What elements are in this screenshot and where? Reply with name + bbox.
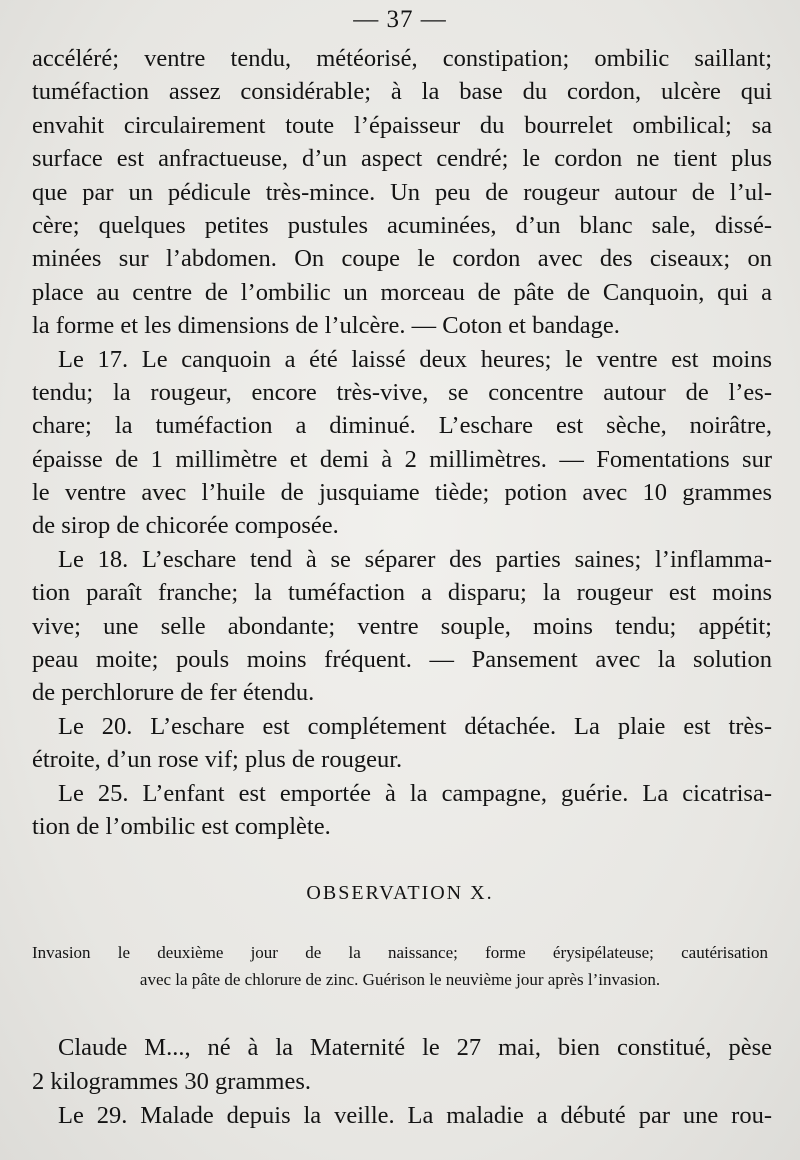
text-line: Le 29. Malade depuis la veille. La maladie a débuté par une rou- (58, 1102, 772, 1129)
observation-title: OBSERVATION X. (306, 882, 494, 904)
text-line: Claude M..., né à la Maternité le 27 mai, bien constitué, pèse (58, 1034, 772, 1061)
text-line: surface est anfractueuse, d’un aspect cendré; le cordon ne tient plus (32, 145, 772, 173)
text-line: tion de l’ombilic est complète. (32, 812, 331, 840)
text-line: Le 17. Le canquoin a été laissé deux heures; le ventre est moins (58, 345, 772, 373)
text-line: tuméfaction assez considérable; à la base du cordon, ulcère qui (32, 78, 772, 106)
text-line: tendu; la rougeur, encore très-vive, se concentre autour de l’es- (32, 378, 772, 406)
text-line: chare; la tuméfaction a diminué. L’eschare est sèche, noirâtre, (32, 412, 772, 440)
text-line: vive; une selle abondante; ventre souple, moins tendu; appétit; (32, 612, 772, 640)
text-line: le ventre avec l’huile de jusquiame tiède; potion avec 10 grammes (32, 479, 772, 507)
text-line: étroite, d’un rose vif; plus de rougeur. (32, 746, 403, 774)
text-line: minées sur l’abdomen. On coupe le cordon avec des ciseaux; on (32, 245, 772, 273)
text-line: épaisse de 1 millimètre et demi à 2 millimètres. — Fomentations sur (32, 445, 772, 473)
page-number: — 37 — (353, 6, 447, 33)
text-line: envahit circulairement toute l’épaisseur du bourrelet ombilical; sa (32, 111, 772, 139)
text-line: place au centre de l’ombilic un morceau de pâte de Canquoin, qui a (32, 278, 772, 306)
summary-line: Invasion le deuxième jour de la naissance; forme érysipélateuse; cautérisation (32, 943, 768, 962)
text-line: peau moite; pouls moins fréquent. — Pansement avec la solution (32, 646, 772, 674)
text-line: cère; quelques petites pustules acuminées, d’un blanc sale, dissé- (32, 211, 772, 239)
case-text-block (32, 1031, 772, 1133)
text-line: accéléré; ventre tendu, météorisé, constipation; ombilic saillant; (32, 45, 772, 72)
observation-text-block (32, 42, 772, 843)
text-line: la forme et les dimensions de l’ulcère. — Coton et bandage. (32, 312, 620, 340)
text-line: que par un pédicule très-mince. Un peu de rougeur autour de l’ul- (32, 178, 772, 206)
text-line: Le 20. L’eschare est complétement détachée. La plaie est très- (58, 712, 772, 740)
text-line: de sirop de chicorée composée. (32, 512, 339, 540)
observation-summary (32, 939, 768, 993)
text-line: tion paraît franche; la tuméfaction a disparu; la rougeur est moins (32, 579, 772, 607)
text-line: Le 25. L’enfant est emportée à la campagne, guérie. La cicatrisa- (58, 779, 772, 807)
text-line: Le 18. L’eschare tend à se séparer des parties saines; l’inflamma- (58, 545, 772, 573)
text-line: de perchlorure de fer étendu. (32, 679, 315, 707)
summary-line: avec la pâte de chlorure de zinc. Guérison le neuvième jour après l’invasion. (139, 970, 661, 989)
text-line: 2 kilogrammes 30 grammes. (32, 1068, 311, 1095)
